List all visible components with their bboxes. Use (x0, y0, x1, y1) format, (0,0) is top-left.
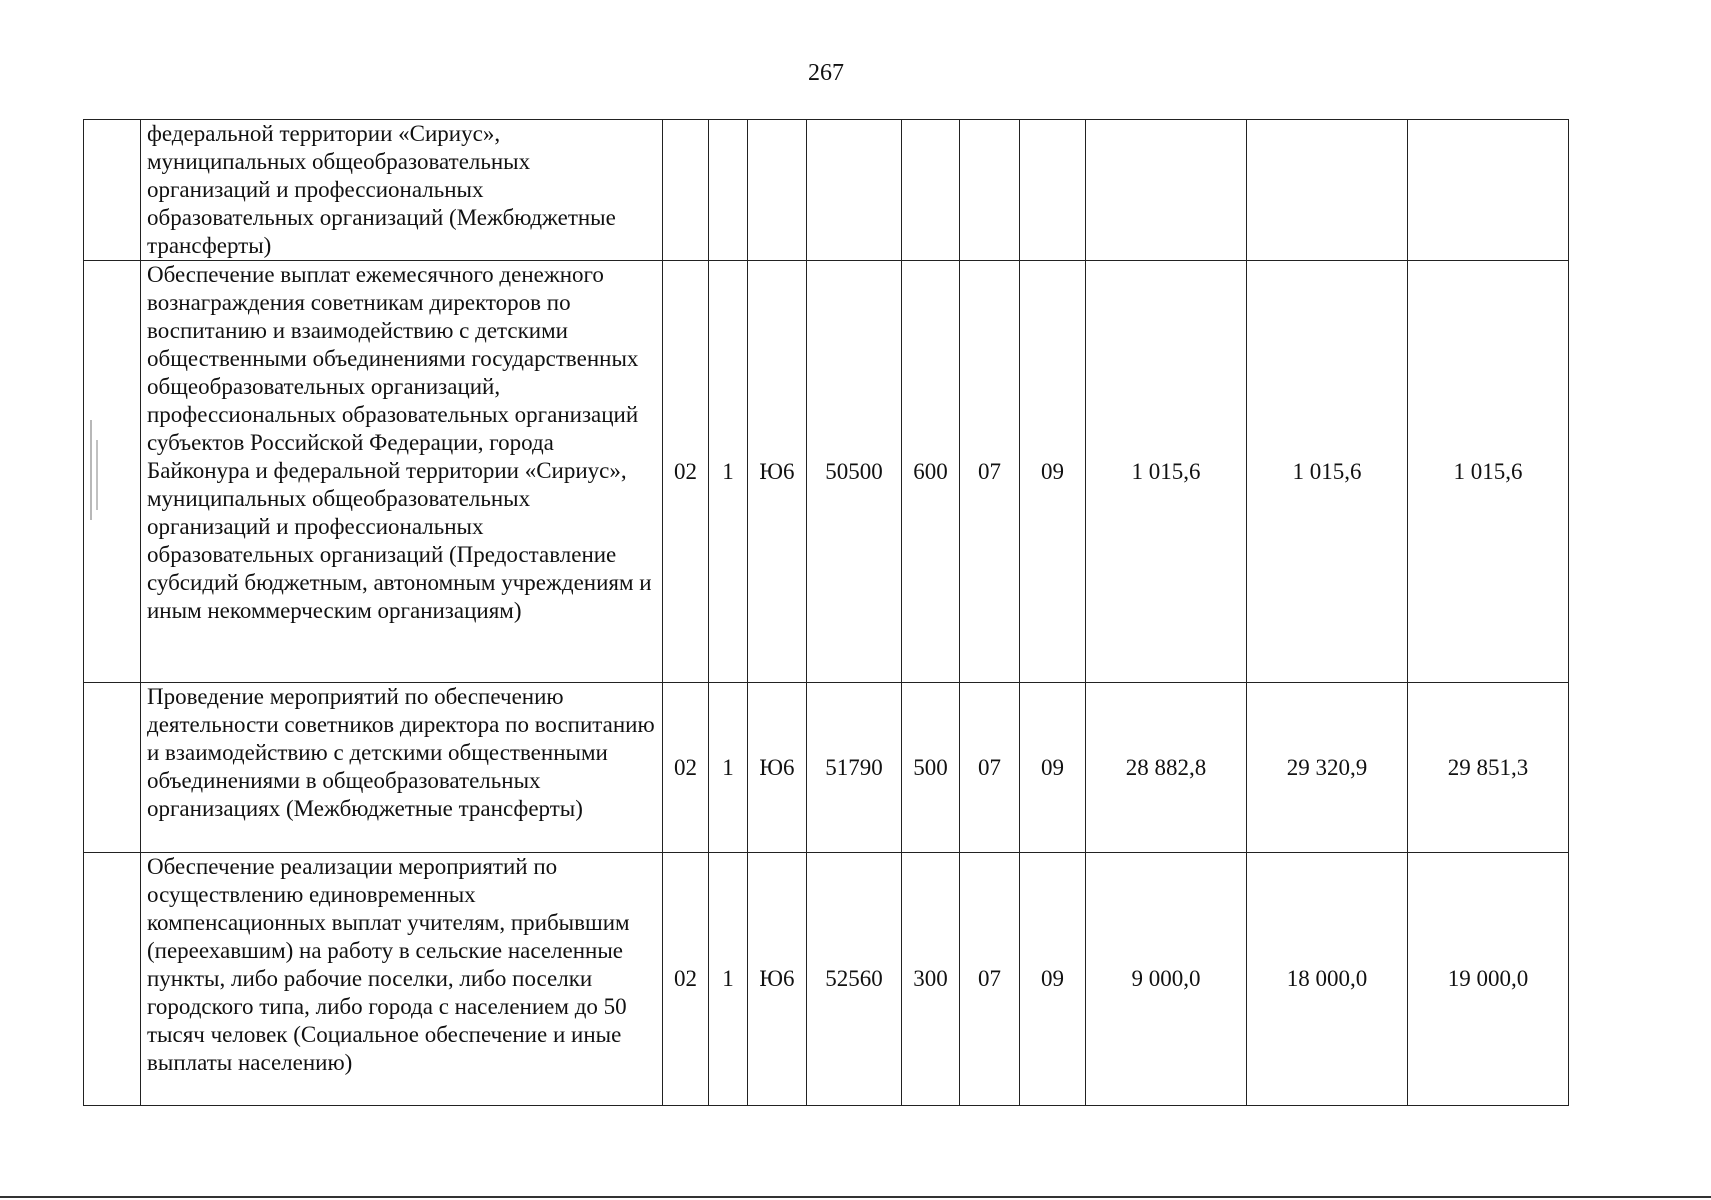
description-cell: Обеспечение реализации мероприятий по осуществлению единовременных компенсационных выплат учителям, прибывшим (переехавшим) на работу в сельские населенные пункты, либо рабочие поселки, либо поселки городского типа, либо города с населением до 50 тысяч человек (Социальное обеспечение и иные выплаты населению) (141, 853, 663, 1106)
table-row (84, 683, 1569, 853)
description-cell: Обеспечение выплат ежемесячного денежного вознаграждения советникам директоров по воспитанию и взаимодействию с детскими общественными объединениями государственных общеобразовательных организаций, профессиональных образовательных организаций субъектов Российской Федерации, города Байконура и федеральной территории «Сириус», муниципальных общеобразовательных организаций и профессиональных образовательных организаций (Предоставление субсидий бюджетным, автономным учреждениям и иным некоммерческим организациям) (141, 261, 663, 683)
row-marker-cell (84, 261, 141, 683)
code-cell (1020, 120, 1086, 261)
code-cell: 51790 (807, 683, 902, 853)
description-cell: федеральной территории «Сириус», муниципальных общеобразовательных организаций и профессиональных образовательных организаций (Межбюджетные трансферты) (141, 120, 663, 261)
code-cell: 09 (1020, 261, 1086, 683)
code-cell: 09 (1020, 853, 1086, 1106)
code-cell: 1 (709, 261, 748, 683)
code-cell: 02 (663, 853, 709, 1106)
code-cell: 02 (663, 261, 709, 683)
code-cell: 300 (902, 853, 960, 1106)
amount-cell (1247, 120, 1408, 261)
code-cell: 07 (960, 261, 1020, 683)
table-row (84, 120, 1569, 261)
amount-cell: 28 882,8 (1086, 683, 1247, 853)
code-cell: 1 (709, 853, 748, 1106)
page-bottom-rule (0, 1196, 1711, 1198)
amount-cell (1086, 120, 1247, 261)
code-cell: Ю6 (748, 853, 807, 1106)
code-cell: 52560 (807, 853, 902, 1106)
code-cell: 500 (902, 683, 960, 853)
amount-cell: 9 000,0 (1086, 853, 1247, 1106)
budget-table (83, 119, 1569, 1106)
code-cell (709, 120, 748, 261)
amount-cell: 19 000,0 (1408, 853, 1569, 1106)
code-cell (748, 120, 807, 261)
table-row (84, 261, 1569, 683)
code-cell (807, 120, 902, 261)
row-marker-cell (84, 120, 141, 261)
row-marker-cell (84, 683, 141, 853)
code-cell (663, 120, 709, 261)
page-number: 267 (808, 60, 844, 86)
amount-cell: 18 000,0 (1247, 853, 1408, 1106)
code-cell: Ю6 (748, 261, 807, 683)
code-cell: 1 (709, 683, 748, 853)
code-cell: 09 (1020, 683, 1086, 853)
amount-cell: 1 015,6 (1408, 261, 1569, 683)
table-row (84, 853, 1569, 1106)
amount-cell: 29 320,9 (1247, 683, 1408, 853)
amount-cell: 1 015,6 (1086, 261, 1247, 683)
code-cell: 50500 (807, 261, 902, 683)
code-cell: 02 (663, 683, 709, 853)
scan-artifact (90, 420, 92, 520)
code-cell (902, 120, 960, 261)
code-cell: Ю6 (748, 683, 807, 853)
code-cell: 07 (960, 683, 1020, 853)
code-cell: 600 (902, 261, 960, 683)
amount-cell: 29 851,3 (1408, 683, 1569, 853)
scan-artifact (96, 440, 98, 510)
amount-cell (1408, 120, 1569, 261)
description-cell: Проведение мероприятий по обеспечению деятельности советников директора по воспитанию и взаимодействию с детскими общественными объединениями в общеобразовательных организациях (Межбюджетные трансферты) (141, 683, 663, 853)
code-cell (960, 120, 1020, 261)
amount-cell: 1 015,6 (1247, 261, 1408, 683)
row-marker-cell (84, 853, 141, 1106)
code-cell: 07 (960, 853, 1020, 1106)
